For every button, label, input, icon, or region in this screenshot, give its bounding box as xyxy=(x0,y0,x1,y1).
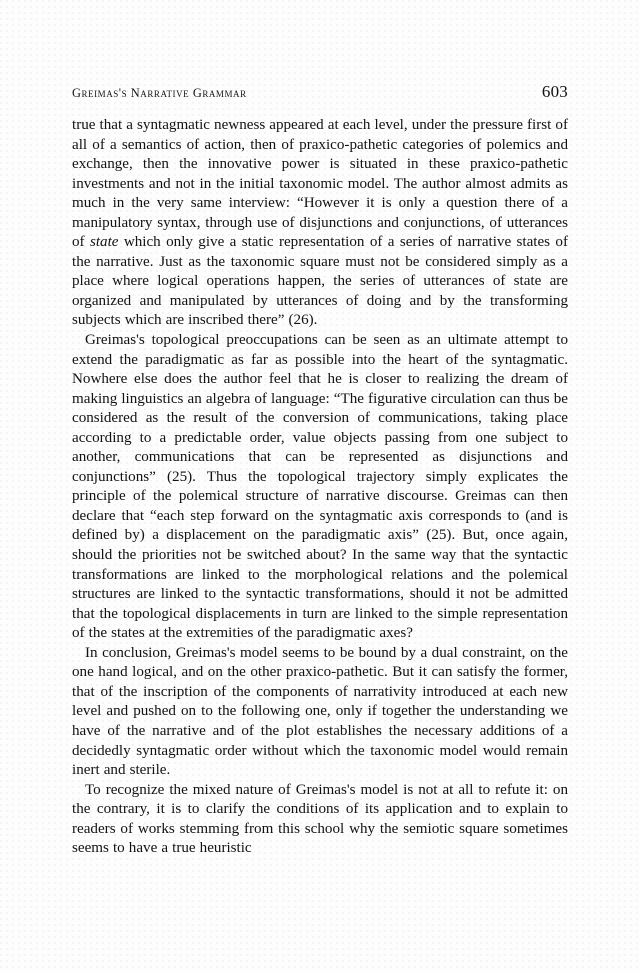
paragraph-4: To recognize the mixed nature of Greimas's model is not at all to refute it: on the contrary, it is to clarify the conditions of its application and to explain to readers of works stemming from this school why the semiotic square sometimes seems to have a true heuristic xyxy=(72,781,568,857)
paragraph-1-text-after-italic: which only give a static representation of a series of narrative states of the narrative. Just as the taxonomic square must not be considered simply as a place where logical operations happen, the series of utterances of state are organized and manipulated by utterances of doing and by the transforming subjects which are inscribed there” (26). xyxy=(72,234,568,329)
paragraph-1-italic-term: state xyxy=(89,234,119,251)
paragraph-3: In conclusion, Greimas's model seems to be bound by a dual constraint, on the one hand logical, and on the other praxico-pathetic. But it can satisfy the former, that of the inscription of the components of narrativity introduced at each new level and pushed on to the following one, only if together the understanding we have of the narrative and of the plot establishes the necessary additions of a decidedly syntagmatic order without which the taxonomic model would remain inert and sterile. xyxy=(72,644,568,779)
running-header xyxy=(72,82,568,102)
paragraph-2: Greimas's topological preoccupations can be seen as an ultimate attempt to extend the paradigmatic as far as possible into the heart of the syntagmatic. Nowhere else does the author feel that he is closer to realizing the dream of making linguistics an algebra of language: “The figurative circulation can thus be considered as the result of the conversion of communications, taking place according to a predictable order, value objects passing from one subject to another, communications that can be represented as disjunctions and conjunctions” (25). Thus the topological trajectory simply explicates the principle of the polemical structure of narrative discourse. Greimas can then declare that “each step forward on the syntagmatic axis corresponds to (and is defined by) a displacement on the paradigmatic axis” (25). But, once again, should the priorities not be switched about? In the same way that the syntactic transformations are linked to the morphological relations and the polemical structures are linked to the syntactic transformations, should it not be admitted that the topological displacements in turn are linked to the simple representation of the states at the extremities of the paradigmatic axes? xyxy=(72,332,568,642)
text-block xyxy=(72,0,568,859)
paragraph-1 xyxy=(72,116,568,331)
body-text xyxy=(72,116,568,859)
running-head-title: Greimas's Narrative Grammar xyxy=(72,86,247,100)
page-number: 603 xyxy=(541,82,568,101)
paragraph-1-text-before-italic: true that a syntagmatic newness appeared at each level, under the pressure first of all of a semantics of action, then of praxico-pathetic categories of polemics and exchange, then the innovative power is situated in these praxico-pathetic investments and not in the initial taxonomic model. The author almost admits as much in the very same interview: “However it is only a question there of a manipulatory syntax, through use of disjunctions and conjunctions, of utterances of xyxy=(72,117,568,251)
